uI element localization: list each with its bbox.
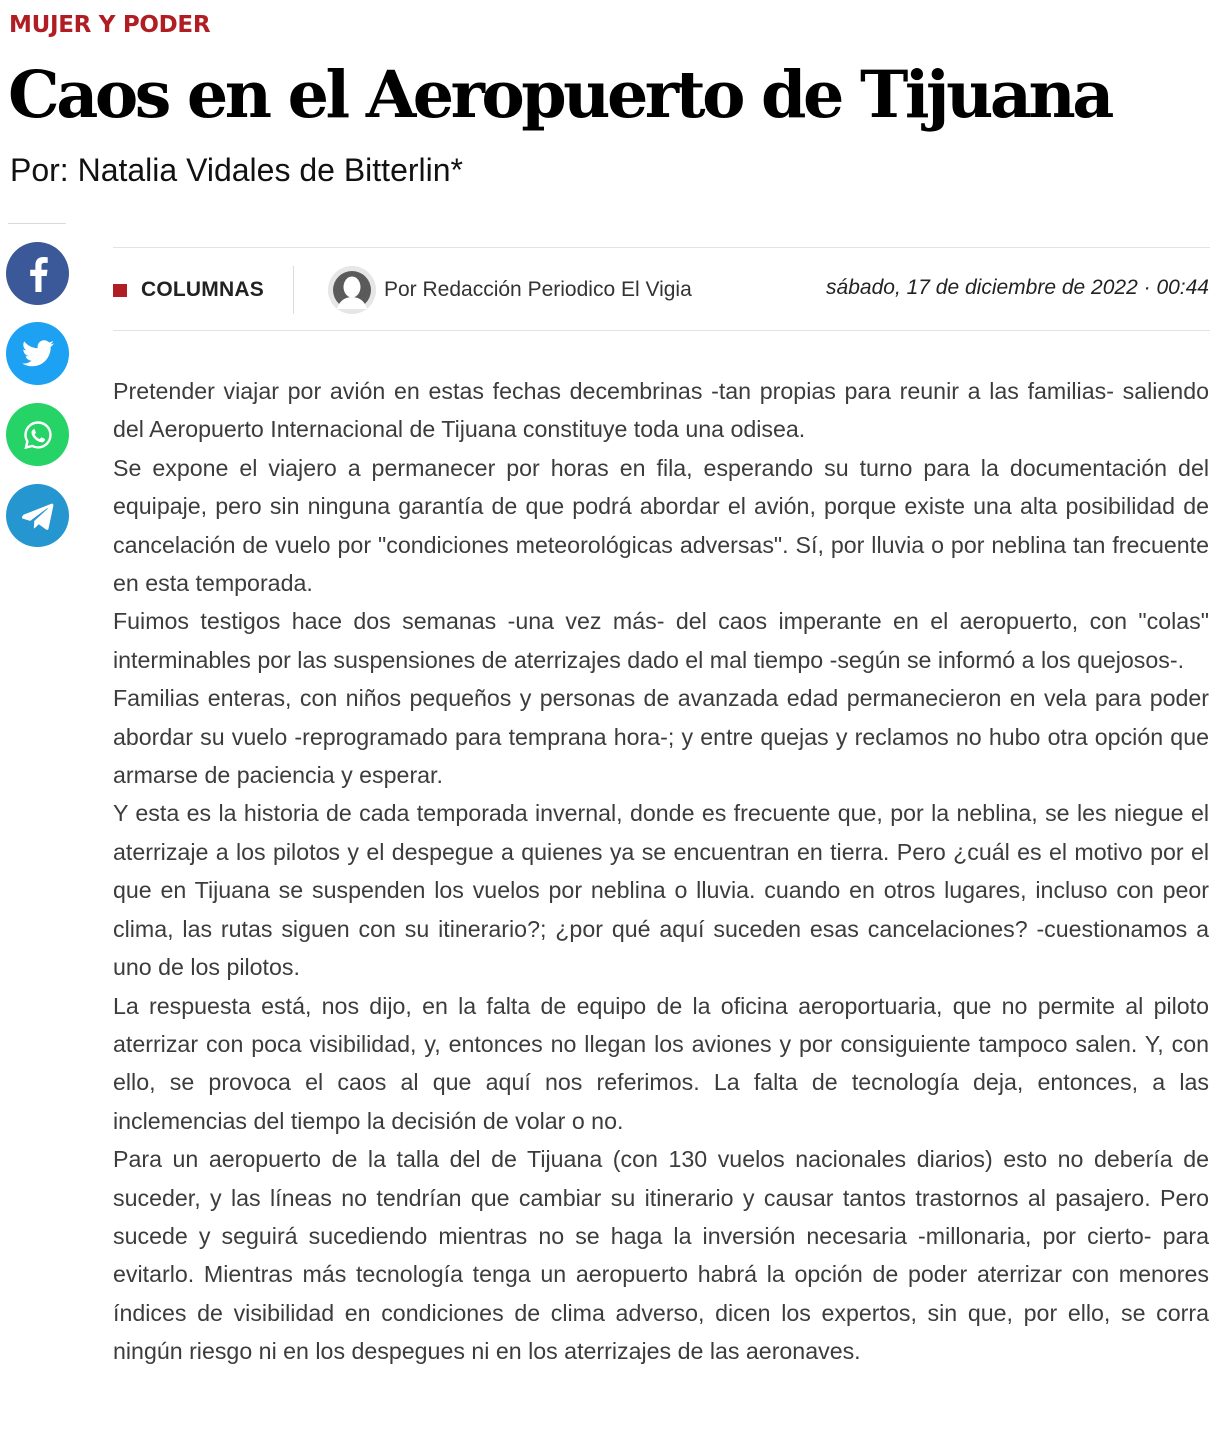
article-headline: Caos en el Aeropuerto de Tijuana [8, 57, 1111, 133]
share-whatsapp-button[interactable] [6, 403, 69, 466]
facebook-icon [27, 256, 49, 292]
telegram-icon [22, 502, 54, 530]
author-link[interactable]: Por Redacción Periodico El Vigia [384, 278, 692, 301]
meta-top-rule [113, 247, 1210, 248]
category-link[interactable]: COLUMNAS [141, 278, 264, 301]
share-telegram-button[interactable] [6, 484, 69, 547]
article-paragraph: Se expone el viajero a permanecer por horas en fila, esperando su turno para la documentación del equipaje, pero sin ninguna garantía de que podrá abordar el avión, porque existe una alta posibilidad de cancelación de vuelo por "condiciones meteorológicas adversas". Sí, por lluvia o por neblina tan frecuente en esta temporada. [113, 454, 1209, 597]
publish-date: sábado, 17 de diciembre de 2022 · 00:44 [826, 276, 1209, 299]
article-paragraph: La respuesta está, nos dijo, en la falta de equipo de la oficina aeroportuaria, que no permite al piloto aterrizar con poca visibilidad, y, entonces no llegan los aviones y por consiguiente tampoco salen. Y, con ello, se provoca el caos al que aquí nos referimos. La falta de tecnología deja, entonces, a las inclemencias del tiempo la decisión de volar o no. [113, 992, 1209, 1134]
author-avatar[interactable] [328, 266, 376, 314]
article-paragraph: Para un aeropuerto de la talla del de Tijuana (con 130 vuelos nacionales diarios) esto no debería de suceder, y las líneas no tendrían que cambiar su itinerario y causar tantos trastornos al pasajero. Pero sucede y seguirá sucediendo mientras no se haga la inversión necesaria -millonaria, por cierto- para evitarlo. Mientras más tecnología tenga un aeropuerto habrá la opción de poder aterrizar con menores índices de visibilidad en condiciones de clima adverso, dicen los expertos, sin que, por ello, se corra ningún riesgo ni en los despegues ni en los aterrizajes de las aeronaves. [113, 1146, 1209, 1365]
meta-bottom-rule [113, 330, 1210, 331]
twitter-icon [22, 340, 54, 367]
article-paragraph: Y esta es la historia de cada temporada invernal, donde es frecuente que, por la neblina, se les niegue el aterrizaje a los pilotos y el despegue a quienes ya se encuentran en tierra. Pero ¿cuál es el motivo por el que en Tijuana se suspenden los vuelos por neblina o lluvia. cuando en otros lugares, incluso con peor clima, las rutas siguen con su itinerario?; ¿por qué aquí suceden esas cancelaciones? -cuestionamos a uno de los pilotos. [113, 800, 1209, 981]
article-paragraph: Fuimos testigos hace dos semanas -una vez más- del caos imperante en el aeropuerto, con "colas" interminables por las suspensiones de aterrizajes dado el mal tiempo -según se informó a los quejosos-. [113, 608, 1209, 673]
meta-separator [293, 266, 294, 314]
whatsapp-icon [22, 419, 54, 451]
category-marker [113, 284, 127, 297]
article-byline: Por: Natalia Vidales de Bitterlin* [10, 152, 463, 188]
article-paragraph: Pretender viajar por avión en estas fechas decembrinas -tan propias para reunir a las familias- saliendo del Aeropuerto Internacional de Tijuana constituye toda una odisea. [113, 378, 1209, 443]
user-silhouette-icon [328, 266, 376, 314]
article-body [113, 372, 1209, 1371]
share-divider [8, 223, 66, 224]
section-kicker[interactable]: MUJER Y PODER [9, 12, 211, 38]
article-paragraph: Familias enteras, con niños pequeños y personas de avanzada edad permanecieron en vela para poder abordar su vuelo -reprogramado para temprana hora-; y entre quejas y reclamos no hubo otra opción que armarse de paciencia y esperar. [113, 685, 1209, 789]
share-facebook-button[interactable] [6, 242, 69, 305]
share-twitter-button[interactable] [6, 322, 69, 385]
